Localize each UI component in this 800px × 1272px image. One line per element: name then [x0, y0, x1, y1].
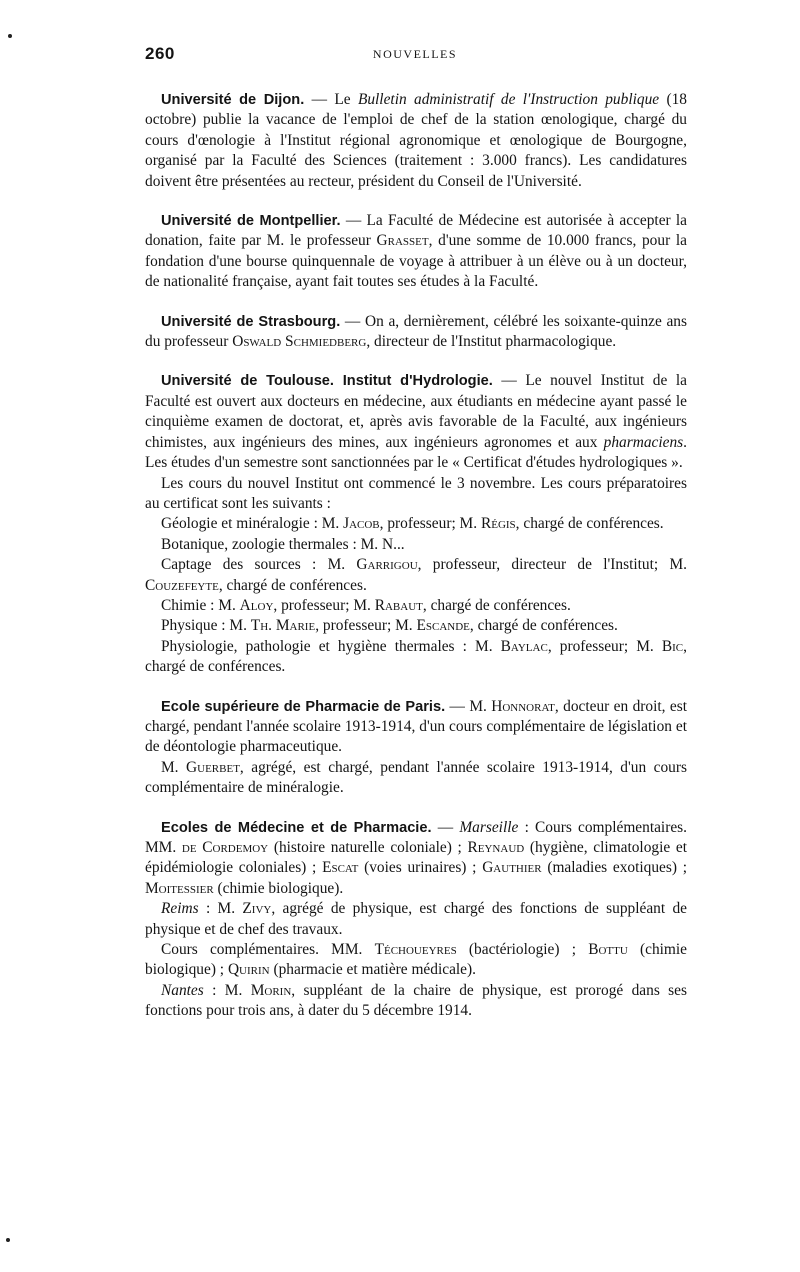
- section-heading: Ecoles de Médecine et de Pharmacie.: [161, 819, 432, 836]
- city-name: Marseille: [459, 818, 519, 836]
- page-number: 260: [145, 44, 175, 63]
- section-dijon: [145, 90, 687, 192]
- scan-speck: [6, 1238, 10, 1242]
- paragraph: Cours complémentaires. MM. Téchoueyres (bactériologie) ; Bottu (chimie biologique) ; Quirin (pharmacie et matière médicale).: [145, 941, 688, 979]
- person-name: Rabaut: [374, 596, 423, 614]
- section-montpellier: [145, 211, 687, 293]
- paragraph: M. Guerbet, agrégé, est chargé, pendant l'année scolaire 1913-1914, d'un cours complémentaire de minéralogie.: [145, 758, 687, 797]
- paragraph: Université de Toulouse. Institut d'Hydrologie. — Le nouvel Institut de la Faculté est ouvert aux docteurs en médecine, aux étudiants en médecine ayant passé le cinquième examen de doctorat, et, après avis favorable de la Faculté, aux ingénieurs chimistes, aux ingénieurs des mines, aux ingénieurs agronomes et aux pharmaciens. Les études d'un semestre sont sanctionnées par le « Certificat d'études hydrologiques ».: [145, 372, 687, 472]
- section-heading: Université de Toulouse. Institut d'Hydrologie.: [161, 373, 493, 390]
- person-name: Escat: [322, 859, 359, 877]
- scan-speck: [8, 34, 12, 38]
- person-name: Honnorat: [491, 697, 555, 715]
- section-strasbourg: [145, 312, 687, 353]
- person-name: Baylac: [500, 637, 548, 655]
- section-toulouse: [145, 371, 687, 677]
- city-name: Nantes: [161, 981, 204, 999]
- person-name: de Cordemoy: [181, 839, 269, 856]
- paragraph: Ecole supérieure de Pharmacie de Paris. — M. Honnorat, docteur en droit, est chargé, pendant l'année scolaire 1913-1914, d'un cours complémentaire de législation et de déontologie pharmaceutique.: [145, 697, 687, 756]
- person-name: Bic: [661, 637, 684, 655]
- paragraph: Ecoles de Médecine et de Pharmacie. — Marseille : Cours complémentaires. MM. de Cordemoy (histoire naturelle coloniale) ; Reynaud (hygiène, climatologie et épidémiologie coloniales) ; Escat (voies urinaires) ; Gauthier (maladies exotiques) ; Moitessier (chimie biologique).: [145, 818, 688, 897]
- person-name: Th. Marie: [250, 617, 316, 635]
- course-item: Physiologie, pathologie et hygiène thermales : M. Baylac, professeur; M. Bic, chargé de conférences.: [145, 637, 687, 676]
- section-paris: [145, 697, 687, 799]
- course-item: Chimie : M. Aloy, professeur; M. Rabaut, chargé de conférences.: [161, 596, 571, 614]
- paragraph: Université de Strasbourg. — On a, dernièrement, célébré les soixante-quinze ans du professeur Oswald Schmiedberg, directeur de l'Institut pharmacologique.: [145, 312, 687, 351]
- section-heading: Université de Dijon.: [161, 92, 305, 108]
- running-head: NOUVELLES: [372, 47, 458, 61]
- page-header: [145, 44, 685, 68]
- person-name: Moitessier: [145, 879, 214, 897]
- person-name: Grasset: [376, 232, 429, 250]
- person-name: Guerbet: [186, 758, 240, 776]
- section-heading: Université de Strasbourg.: [161, 313, 341, 330]
- person-name: Morin: [250, 981, 292, 999]
- city-name: Reims: [161, 900, 199, 918]
- person-name: Zivy: [242, 900, 272, 918]
- paragraph: Université de Dijon. — Le Bulletin administratif de l'Instruction publique (18 octobre) publie la vacance de l'emploi de chef de la station œnologique, chargé du cours d'œnologie à l'Institut régional agronomique et œnologique de Bourgogne, organisé par la Faculté des Sciences (traitement : 3.000 francs). Les candidatures doivent être présentées au recteur, président du Conseil de l'Université.: [145, 91, 687, 190]
- person-name: Garrigou: [356, 556, 418, 574]
- course-item: Botanique, zoologie thermales : M. N...: [161, 535, 405, 553]
- course-item: Captage des sources : M. Garrigou, professeur, directeur de l'Institut; M. Couzefeyte, chargé de conférences.: [145, 556, 687, 594]
- person-name: Quirin: [227, 961, 270, 979]
- person-name: Téchoueyres: [374, 941, 457, 959]
- section-heading: Université de Montpellier.: [161, 213, 341, 230]
- section-ecoles: [145, 818, 687, 1022]
- person-name: Gauthier: [482, 859, 542, 877]
- paragraph: Reims : M. Zivy, agrégé de physique, est chargé des fonctions de suppléant de physique et de chef des travaux.: [145, 900, 687, 938]
- person-name: Régis: [480, 515, 516, 533]
- person-name: Aloy: [239, 596, 274, 614]
- person-name: Oswald Schmiedberg: [232, 333, 367, 351]
- person-name: Bottu: [588, 941, 628, 959]
- person-name: Reynaud: [467, 839, 525, 856]
- page-body: [145, 90, 687, 1022]
- paragraph: Nantes : M. Morin, suppléant de la chaire de physique, est prorogé dans ses fonctions pour trois ans, à dater du 5 décembre 1914.: [145, 981, 687, 1020]
- paragraph: Les cours du nouvel Institut ont commencé le 3 novembre. Les cours préparatoires au certificat sont les suivants :: [145, 474, 687, 512]
- section-heading: Ecole supérieure de Pharmacie de Paris.: [161, 698, 446, 715]
- paragraph: Université de Montpellier. — La Faculté de Médecine est autorisée à accepter la donation, faite par M. le professeur Grasset, d'une somme de 10.000 francs, pour la fondation d'une bourse quinquennale de voyage à attribuer à un élève ou à un docteur, de nationalité française, ayant fait toutes ses études à la Faculté.: [145, 212, 688, 291]
- course-item: Géologie et minéralogie : M. Jacob, professeur; M. Régis, chargé de conférences.: [161, 515, 664, 533]
- journal-title: Bulletin administratif de l'Instruction publique: [357, 91, 660, 108]
- person-name: Couzefeyte: [145, 576, 219, 594]
- course-item: Physique : M. Th. Marie, professeur; M. Escande, chargé de conférences.: [161, 617, 618, 635]
- person-name: Jacob: [343, 515, 380, 533]
- person-name: Escande: [416, 617, 470, 635]
